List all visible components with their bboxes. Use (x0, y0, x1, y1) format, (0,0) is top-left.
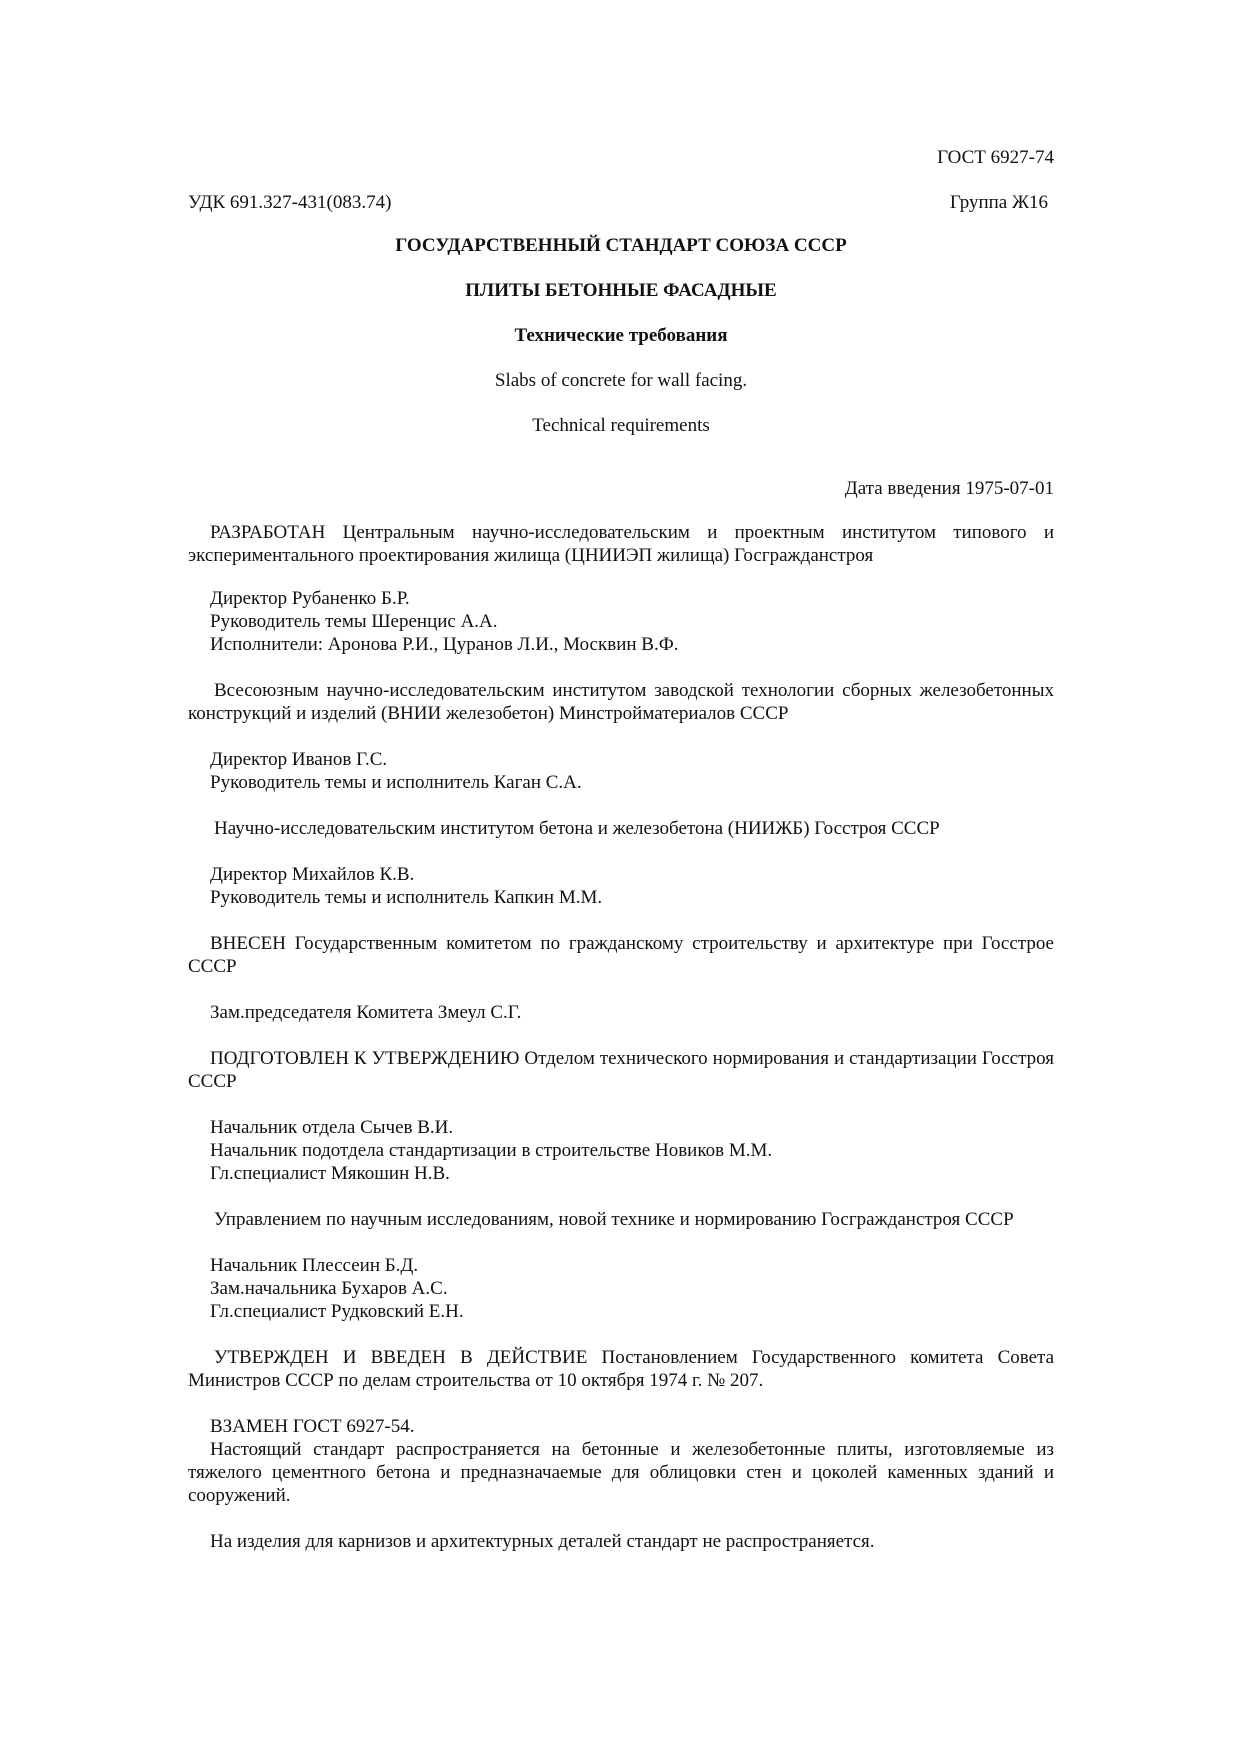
developed-paragraph: РАЗРАБОТАН Центральным научно-исследовательским и проектным институтом типового и экспериментального проектирования жилища (ЦНИИЭП жилища) Госгражданстроя (188, 522, 1054, 566)
subtitle: Технические требования (514, 325, 728, 346)
person-line: Директор Рубаненко Б.Р. (210, 588, 410, 609)
introduced-paragraph: ВНЕСЕН Государственным комитетом по гражданскому строительству и архитектуре при Госстрое СССР (188, 933, 1054, 977)
person-line: Директор Михайлов К.В. (210, 864, 415, 885)
person-line: Зам.начальника Бухаров А.С. (210, 1278, 448, 1299)
person-line: Директор Иванов Г.С. (210, 749, 388, 770)
person-line: Начальник Плессеин Б.Д. (210, 1255, 419, 1276)
niizhb-paragraph: Научно-исследовательским институтом бетона и железобетона (НИИЖБ) Госстроя СССР (214, 818, 940, 839)
vnii-paragraph: Всесоюзным научно-исследовательским институтом заводской технологии сборных железобетонных конструкций и изделий (ВНИИ железобетон) Минстройматериалов СССР (188, 680, 1054, 724)
product-title: ПЛИТЫ БЕТОННЫЕ ФАСАДНЫЕ (465, 280, 777, 301)
scope-paragraph: Настоящий стандарт распространяется на бетонные и железобетонные плиты, изготовляемые из тяжелого цементного бетона и предназначаемые для облицовки стен и цоколей каменных зданий и сооружений. (188, 1439, 1054, 1506)
directorate-paragraph: Управлением по научным исследованиям, новой технике и нормированию Госгражданстроя СССР (214, 1209, 1014, 1230)
exclusion-paragraph: На изделия для карнизов и архитектурных деталей стандарт не распространяется. (210, 1531, 875, 1552)
document-page (188, 146, 1054, 1553)
standard-title: ГОСУДАРСТВЕННЫЙ СТАНДАРТ СОЮЗА СССР (395, 235, 847, 256)
person-line: Гл.специалист Мякошин Н.В. (210, 1163, 450, 1184)
replaces-line: ВЗАМЕН ГОСТ 6927-54. (210, 1416, 415, 1437)
person-line: Начальник отдела Сычев В.И. (210, 1117, 454, 1138)
person-line: Руководитель темы Шеренцис А.А. (210, 611, 498, 632)
person-line: Руководитель темы и исполнитель Капкин М.М. (210, 887, 603, 908)
prepared-paragraph: ПОДГОТОВЛЕН К УТВЕРЖДЕНИЮ Отделом технического нормирования и стандартизации Госстроя СССР (188, 1048, 1054, 1092)
gost-number: ГОСТ 6927-74 (937, 147, 1054, 168)
person-line: Гл.специалист Рудковский Е.Н. (210, 1301, 464, 1322)
udk-code: УДК 691.327-431(083.74) (188, 192, 392, 213)
english-title: Slabs of concrete for wall facing. (494, 370, 748, 391)
english-subtitle: Technical requirements (532, 415, 710, 436)
group-code: Группа Ж16 (949, 192, 1048, 213)
person-line: Руководитель темы и исполнитель Каган С.А. (210, 772, 582, 793)
person-line: Начальник подотдела стандартизации в строительстве Новиков М.М. (210, 1140, 773, 1161)
person-line: Зам.председателя Комитета Змеул С.Г. (210, 1002, 522, 1023)
header-row (188, 191, 1054, 214)
introduction-date: Дата введения 1975-07-01 (844, 478, 1054, 499)
person-line: Исполнители: Аронова Р.И., Цуранов Л.И., Москвин В.Ф. (210, 634, 679, 655)
approved-paragraph: УТВЕРЖДЕН И ВВЕДЕН В ДЕЙСТВИЕ Постановлением Государственного комитета Совета Министров СССР по делам строительства от 10 октября 1974 г. № 207. (188, 1347, 1054, 1391)
